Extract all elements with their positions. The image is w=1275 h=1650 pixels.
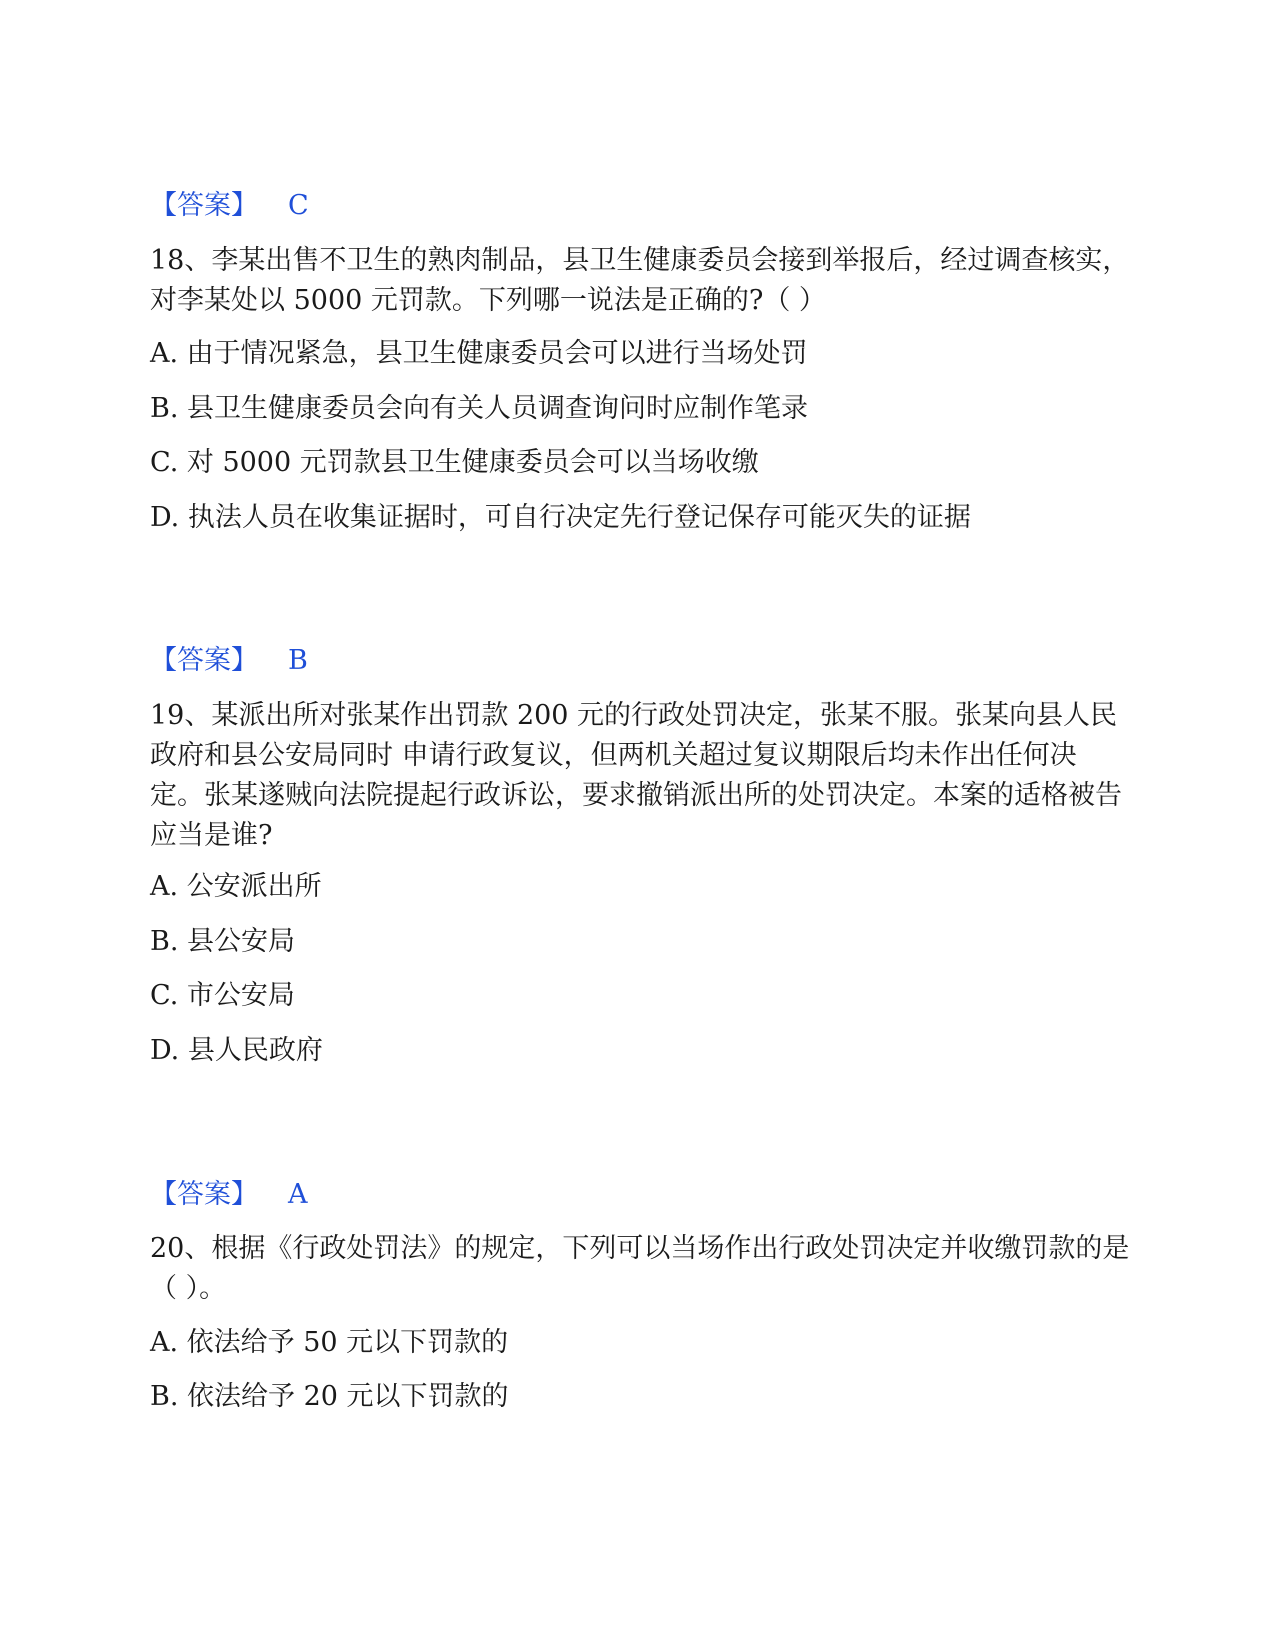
answer-value: B: [288, 645, 308, 676]
question-text: 19、某派出所对张某作出罚款 200 元的行政处罚决定，张某不服。张某向县人民政府和县公安局同时 申请行政复议，但两机关超过复议期限后均未作出任何决定。张某遂贼向法院提起行政诉讼，要求撤销派出所的处罚决定。本案的适格被告应当是谁?: [150, 700, 1122, 851]
option-a: A. 依法给予 50 元以下罚款的: [150, 1327, 509, 1358]
answer-line: [150, 186, 309, 226]
option-c: C. 对 5000 元罚款县卫生健康委员会可以当场收缴: [150, 447, 759, 478]
answer-line: [150, 641, 308, 681]
option-d: D. 县人民政府: [150, 1035, 323, 1066]
option-a: A. 公安派出所: [150, 871, 322, 902]
option-a: A. 由于情况紧急，县卫生健康委员会可以进行当场处罚: [150, 338, 808, 369]
option-d: D. 执法人员在收集证据时，可自行决定先行登记保存可能灭失的证据: [150, 502, 971, 533]
answer-value: A: [288, 1179, 308, 1210]
answer-line: [150, 1175, 308, 1215]
answer-label: 【答案】: [150, 190, 258, 221]
question-text: 18、李某出售不卫生的熟肉制品，县卫生健康委员会接到举报后，经过调查核实，对李某处以 5000 元罚款。下列哪一说法是正确的?（ ）: [150, 245, 1130, 316]
question-text: 20、根据《行政处罚法》的规定，下列可以当场作出行政处罚决定并收缴罚款的是（ ）。: [150, 1233, 1130, 1304]
option-b: B. 依法给予 20 元以下罚款的: [150, 1381, 509, 1412]
option-b: B. 县卫生健康委员会向有关人员调查询问时应制作笔录: [150, 393, 809, 424]
answer-value: C: [288, 190, 309, 221]
option-b: B. 县公安局: [150, 926, 296, 957]
option-c: C. 市公安局: [150, 980, 295, 1011]
answer-label: 【答案】: [150, 1179, 258, 1210]
answer-label: 【答案】: [150, 645, 258, 676]
